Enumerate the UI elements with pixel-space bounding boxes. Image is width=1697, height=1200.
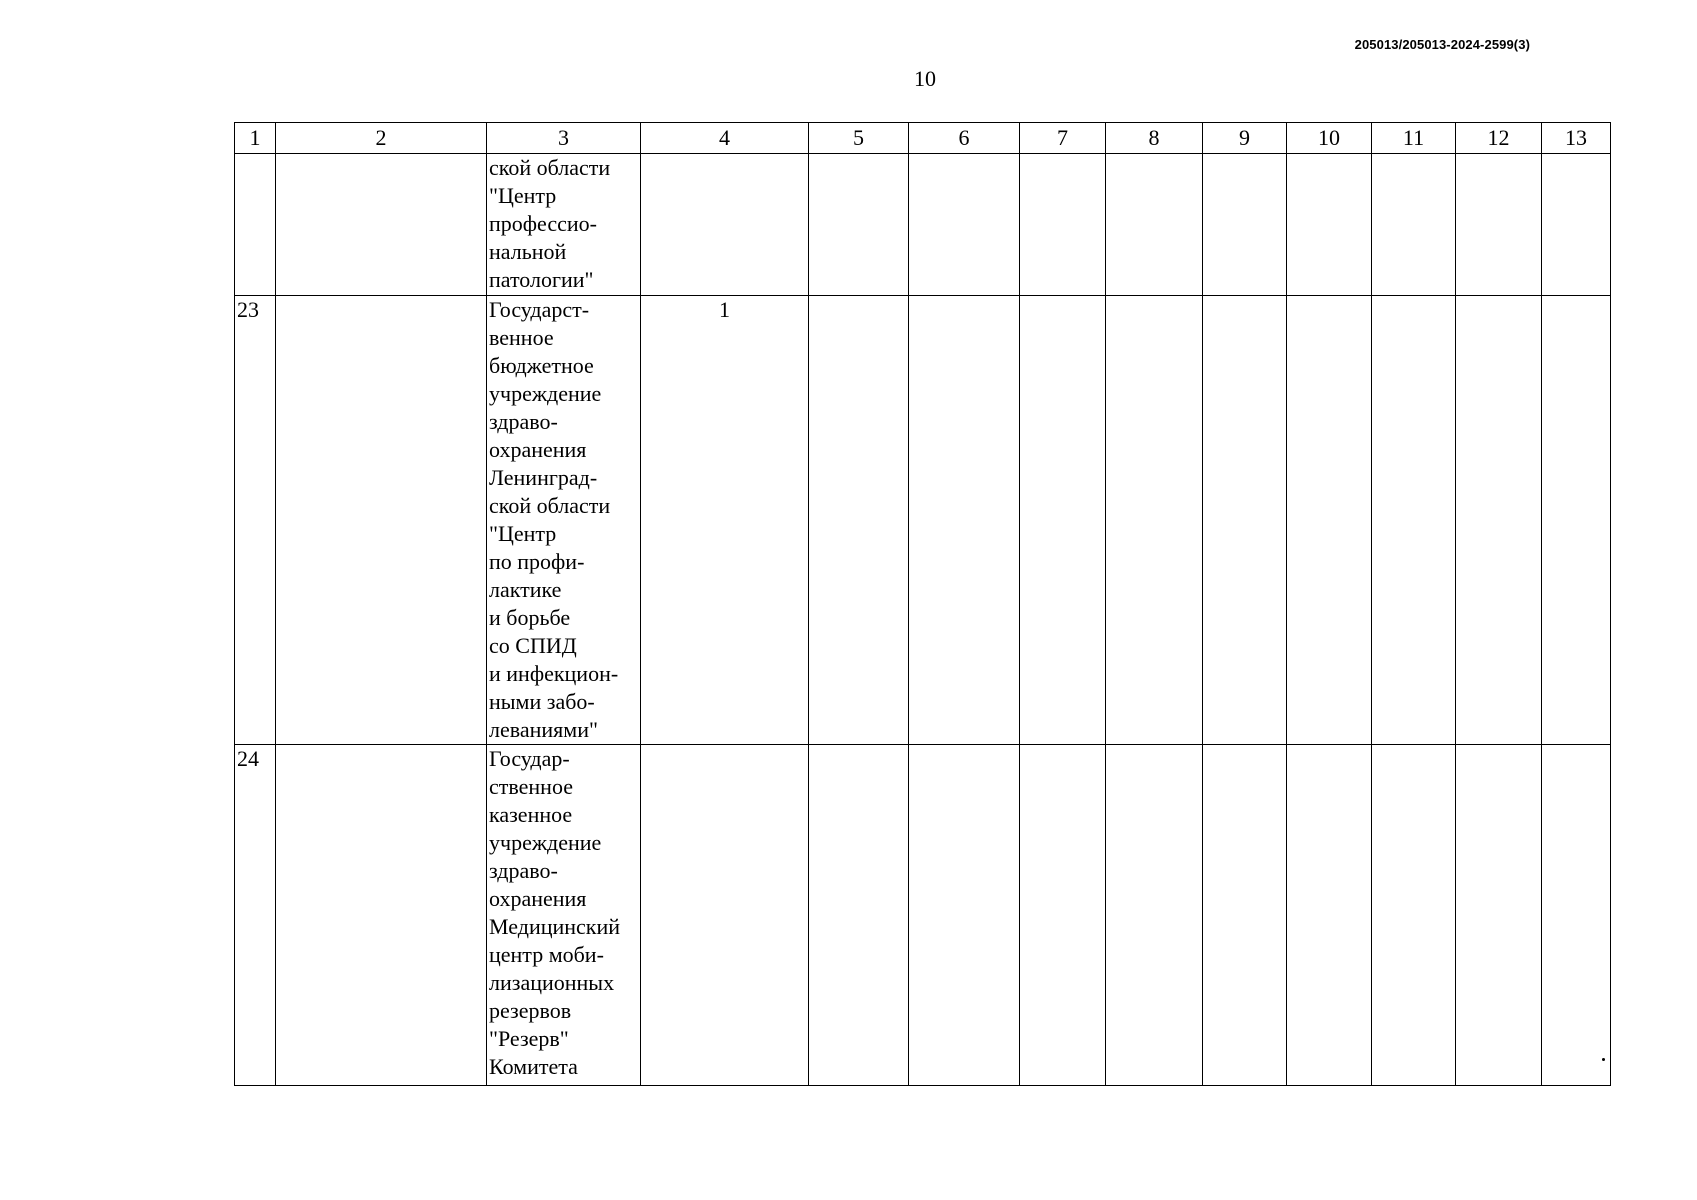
row-number: 23	[235, 296, 276, 745]
table-cell	[1542, 296, 1611, 745]
name-line: венное	[489, 325, 554, 350]
name-line: профессио-	[489, 211, 597, 236]
table-cell	[1203, 154, 1287, 296]
table-cell	[1456, 154, 1542, 296]
name-line: здраво-	[489, 858, 558, 883]
name-line: охранения	[489, 437, 587, 462]
page-number: 10	[914, 66, 936, 91]
name-line: со СПИД	[489, 633, 577, 658]
name-line: Комитета	[489, 1054, 578, 1079]
name-line: ными забо-	[489, 689, 595, 714]
table-cell	[641, 154, 809, 296]
name-line: охранения	[489, 886, 587, 911]
name-line: лизационных	[489, 970, 615, 995]
name-line: Ленинград-	[489, 465, 598, 490]
name-line: здраво-	[489, 409, 558, 434]
name-line: ской области	[489, 155, 611, 180]
organization-name	[487, 296, 641, 745]
column-header: 4	[641, 123, 809, 154]
name-line: нальной	[489, 239, 567, 264]
table-cell	[276, 154, 487, 296]
table-cell	[276, 745, 487, 1086]
table-cell	[909, 296, 1020, 745]
table-cell	[1287, 296, 1372, 745]
name-line: патологии"	[489, 267, 594, 292]
table-cell: 1	[641, 296, 809, 745]
table-cell	[1287, 154, 1372, 296]
table-cell	[1372, 154, 1456, 296]
name-line: Государст-	[489, 297, 590, 322]
scan-speck	[1602, 1058, 1605, 1061]
table-cell	[809, 296, 909, 745]
table-cell	[909, 745, 1020, 1086]
name-line: и борьбе	[489, 605, 571, 630]
table-cell	[1203, 296, 1287, 745]
table-cell	[1542, 745, 1611, 1086]
table-cell	[1106, 745, 1203, 1086]
name-line: ственное	[489, 774, 573, 799]
table-cell	[909, 154, 1020, 296]
organization-name	[487, 154, 641, 296]
name-line: "Центр	[489, 183, 557, 208]
name-line: леваниями"	[489, 717, 598, 742]
table-cell	[1020, 154, 1106, 296]
name-line: ской области	[489, 493, 611, 518]
column-header: 2	[276, 123, 487, 154]
name-line: лактике	[489, 577, 562, 602]
name-line: по профи-	[489, 549, 585, 574]
name-line: резервов	[489, 998, 572, 1023]
name-line: "Центр	[489, 521, 557, 546]
table-cell	[1020, 745, 1106, 1086]
table-cell	[1456, 296, 1542, 745]
column-header: 3	[487, 123, 641, 154]
name-line: Государ-	[489, 746, 570, 771]
table-cell	[1456, 745, 1542, 1086]
column-header: 11	[1372, 123, 1456, 154]
column-header: 12	[1456, 123, 1542, 154]
column-header: 13	[1542, 123, 1611, 154]
document-id: 205013/205013-2024-2599(3)	[1354, 37, 1530, 52]
name-line: Медицинский	[489, 914, 621, 939]
table-cell	[1020, 296, 1106, 745]
table-cell	[1542, 154, 1611, 296]
table-cell	[1372, 745, 1456, 1086]
organization-name	[487, 745, 641, 1086]
table-header-row	[235, 123, 1611, 154]
table-row	[235, 745, 1611, 1086]
column-header: 9	[1203, 123, 1287, 154]
table-cell	[809, 745, 909, 1086]
table-cell	[809, 154, 909, 296]
table-cell	[1106, 154, 1203, 296]
column-header: 8	[1106, 123, 1203, 154]
row-number	[235, 154, 276, 296]
name-line: и инфекцион-	[489, 661, 619, 686]
table-cell	[1372, 296, 1456, 745]
row-number: 24	[235, 745, 276, 1086]
data-table	[234, 122, 1611, 1086]
column-header: 1	[235, 123, 276, 154]
column-header: 10	[1287, 123, 1372, 154]
table-row	[235, 154, 1611, 296]
table-cell	[1203, 745, 1287, 1086]
name-line: центр моби-	[489, 942, 604, 967]
name-line: учреждение	[489, 381, 602, 406]
name-line: казенное	[489, 802, 573, 827]
table-cell	[1287, 745, 1372, 1086]
column-header: 5	[809, 123, 909, 154]
name-line: бюджетное	[489, 353, 594, 378]
table-cell	[641, 745, 809, 1086]
column-header: 7	[1020, 123, 1106, 154]
table-cell	[1106, 296, 1203, 745]
column-header: 6	[909, 123, 1020, 154]
table-row	[235, 296, 1611, 745]
name-line: учреждение	[489, 830, 602, 855]
table-cell	[276, 296, 487, 745]
name-line: "Резерв"	[489, 1026, 569, 1051]
